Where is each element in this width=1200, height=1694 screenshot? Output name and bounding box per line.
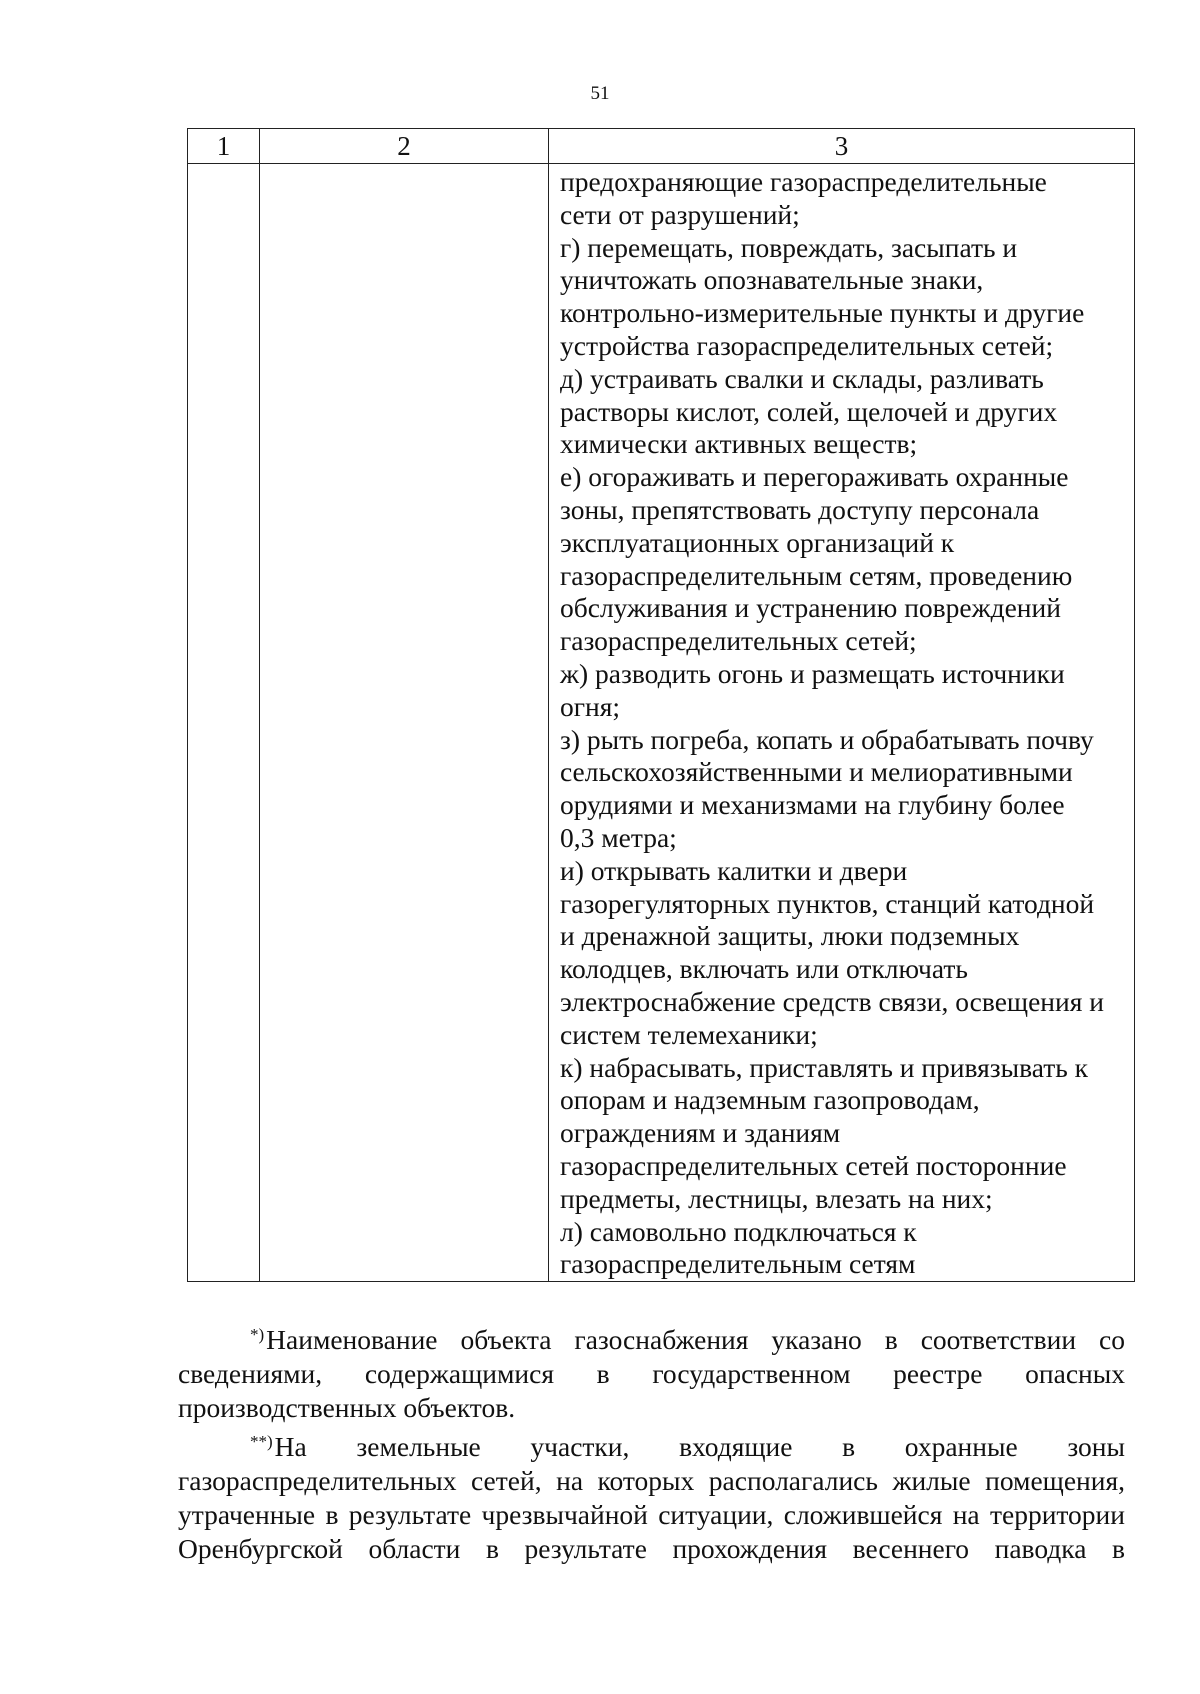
- column-header-3: 3: [549, 129, 1135, 164]
- table-cell-col2: [260, 164, 549, 1282]
- footnote-1-line-3: производственных объектов.: [178, 1392, 516, 1423]
- footnote-2-marker: **): [250, 1432, 273, 1451]
- cell-col3-text: предохраняющие газораспределительные сети от разрушений; г) перемещать, повреждать, засыпать и уничтожать опознавательные знаки, контрольно-измерительные пункты и другие устройства газораспределительных сетей; д) устраивать свалки и склады, разливать растворы кислот, солей, щелочей и других химически активных веществ; е) огораживать и перегораживать охранные зоны, препятствовать доступу персонала эксплуатационных организаций к газораспределительным сетям, проведению обслуживания и устранению повреждений газораспределительных сетей; ж) разводить огонь и размещать источники огня; з) рыть погреба, копать и обрабатывать почву сельскохозяйственными и мелиоративными орудиями и механизмами на глубину более 0,3 метра; и) открывать калитки и двери газорегуляторных пунктов, станций катодной и дренажной защиты, люки подземных колодцев, включать или отключать электроснабжение средств связи, освещения и систем телемеханики; к) набрасывать, приставлять и привязывать к опорам и надземным газопроводам, ограждениям и зданиям газораспределительных сетей посторонние предметы, лестницы, влезать на них; л) самовольно подключаться к газораспределительным сетям: [560, 166, 1104, 1280]
- footnote-2-line-3: утраченные в результате чрезвычайной ситуации, сложившейся на территории: [178, 1499, 1125, 1530]
- footnote-1-marker: *): [250, 1325, 265, 1344]
- column-header-2: 2: [260, 129, 549, 164]
- table-cell-col1: [188, 164, 260, 1282]
- footnote-1-line-2: сведениями, содержащимися в государственном реестре опасных: [178, 1358, 1125, 1389]
- footnote-2-line-1: **)На земельные участки, входящие в охранные зоны: [250, 1431, 1125, 1462]
- footnotes: [178, 1318, 1125, 1566]
- page-number: 51: [590, 83, 610, 104]
- cell-col1-text: [188, 164, 259, 166]
- footnote-1-line-1: *)Наименование объекта газоснабжения указано в соответствии со: [250, 1324, 1125, 1355]
- table-header-row: [188, 129, 1135, 164]
- table-cell-col3: [549, 164, 1135, 1282]
- footnote-2-line-4: Оренбургской области в результате прохождения весеннего паводка в: [178, 1533, 1125, 1564]
- cell-col2-text: [260, 164, 548, 166]
- requirements-table: [187, 128, 1135, 1282]
- column-header-1: 1: [188, 129, 260, 164]
- footnote-1: [178, 1318, 1125, 1425]
- footnote-2: [178, 1425, 1125, 1566]
- table-row: [188, 164, 1135, 1282]
- footnote-2-line-2: газораспределительных сетей, на которых располагались жилые помещения,: [178, 1465, 1125, 1496]
